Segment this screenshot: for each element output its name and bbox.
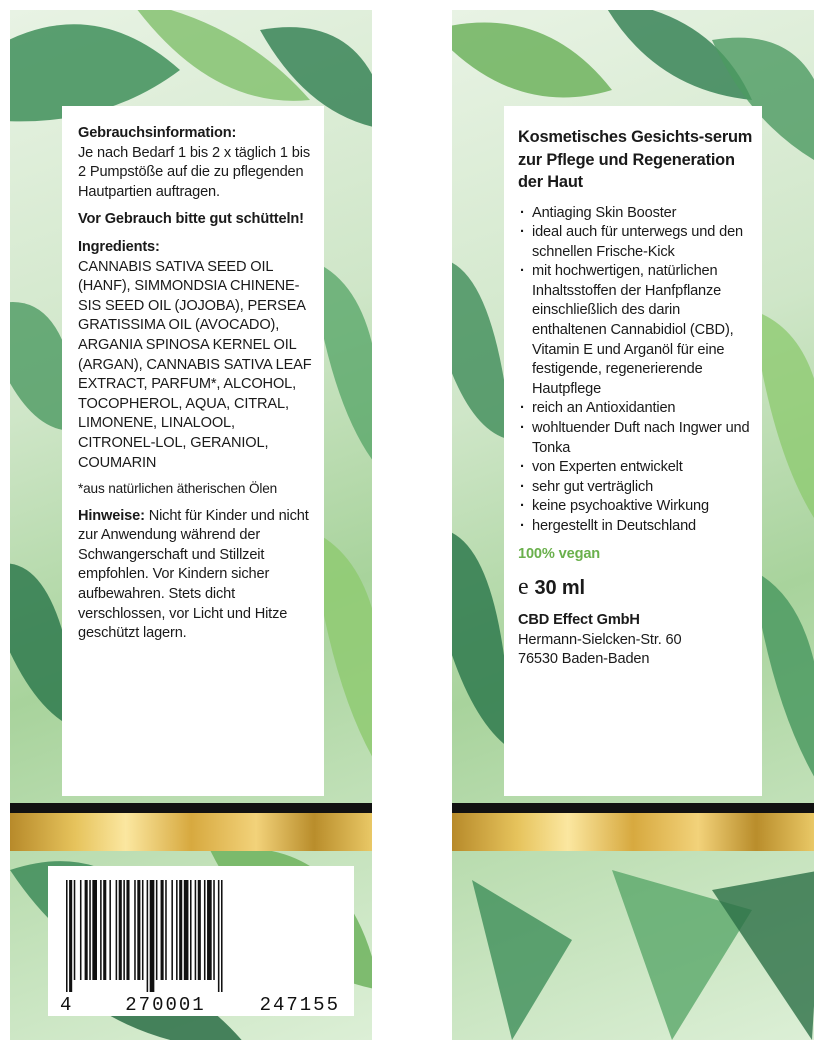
barcode-bar xyxy=(176,880,178,980)
barcode-bar xyxy=(213,880,215,980)
label-front-panel xyxy=(452,10,814,1040)
barcode-bar xyxy=(116,880,118,980)
barcode-bar xyxy=(207,880,212,980)
dark-divider xyxy=(452,803,814,813)
notes-text: Nicht für Kinder und nicht zur Anwendung während der Schwangerschaft und Stillzeit empfohlen. Vor Kindern sicher aufbewahren. Stets dicht verschlossen, vor Licht und Hitze geschützt lagern. xyxy=(78,507,309,642)
barcode-bar xyxy=(171,880,173,980)
company-city: 76530 Baden-Baden xyxy=(518,651,650,668)
barcode-bar xyxy=(80,880,82,980)
feature-item: · sehr gut verträglich xyxy=(518,478,754,498)
barcode-bar xyxy=(103,880,106,980)
product-title: Kosmetisches Gesichts-serum zur Pflege und Regeneration der Haut xyxy=(518,128,753,191)
barcode-bars xyxy=(60,880,340,992)
company-name: CBD Effect GmbH xyxy=(518,612,640,629)
barcode-bar xyxy=(92,880,97,980)
notes-heading: Hinweise: xyxy=(78,507,145,524)
barcode-lead-digit: 4 xyxy=(60,994,72,1016)
barcode-bar xyxy=(119,880,122,980)
barcode-digits xyxy=(60,994,340,1016)
gold-band xyxy=(452,813,814,851)
feature-item: · Antiaging Skin Booster xyxy=(518,204,754,224)
barcode-bar xyxy=(190,880,192,980)
barcode-bar xyxy=(109,880,111,980)
barcode-bar xyxy=(85,880,88,980)
barcode-bar xyxy=(74,880,76,980)
feature-item: · ideal auch für unterwegs und den schnellen Frische-Kick xyxy=(518,223,754,262)
barcode-bar xyxy=(123,880,125,980)
product-info-card xyxy=(504,106,762,796)
shake-note: Vor Gebrauch bitte gut schütteln! xyxy=(78,211,304,228)
feature-item: · reich an Antioxidantien xyxy=(518,399,754,419)
barcode-bar xyxy=(198,880,201,980)
ingredients-footnote: *aus natürlichen ätherischen Ölen xyxy=(78,481,278,497)
feature-item: · wohltuender Duft nach Ingwer und Tonka xyxy=(518,419,754,458)
label-back-panel xyxy=(10,10,372,1040)
gold-band xyxy=(10,813,372,851)
usage-heading: Gebrauchsinformation: xyxy=(78,125,237,141)
barcode-bar xyxy=(69,880,72,992)
barcode-bar xyxy=(165,880,167,980)
barcode-bar xyxy=(156,880,158,980)
barcode-bar xyxy=(161,880,164,980)
feature-item: · von Experten entwickelt xyxy=(518,458,754,478)
company-street: Hermann-Sielcken-Str. 60 xyxy=(518,631,682,648)
vegan-badge: 100% vegan xyxy=(518,545,601,562)
ingredients-heading: Ingredients: xyxy=(78,238,160,255)
feature-item: · mit hochwertigen, natürlichen Inhaltsstoffen der Hanfpflanze einschließlich des darin enthaltenen Cannabidiol (CBD), Vitamin E und Arganöl für eine festigende, regenerierende Hautpflege xyxy=(518,262,754,399)
feature-item: · hergestellt in Deutschland xyxy=(518,517,754,537)
barcode-bar xyxy=(134,880,136,980)
barcode-group-2: 247155 xyxy=(259,994,340,1016)
barcode-bar xyxy=(137,880,140,980)
estimated-sign-icon: e xyxy=(518,574,529,601)
barcode-bar xyxy=(89,880,91,980)
feature-list xyxy=(518,204,754,537)
barcode-bar xyxy=(66,880,68,992)
barcode-group-1: 270001 xyxy=(125,994,206,1016)
barcode-bar xyxy=(126,880,129,980)
barcode-bar xyxy=(142,880,144,980)
barcode-bar xyxy=(147,880,149,992)
barcode-bar xyxy=(100,880,102,980)
dark-divider xyxy=(10,803,372,813)
volume-value: 30 ml xyxy=(534,577,585,600)
usage-info-card xyxy=(62,106,324,796)
barcode-bar xyxy=(184,880,189,980)
barcode-bar xyxy=(179,880,182,980)
feature-item: · keine psychoaktive Wirkung xyxy=(518,497,754,517)
usage-text: Je nach Bedarf 1 bis 2 x täglich 1 bis 2 Pumpstöße auf die zu pflegenden Hautpartien auftragen. xyxy=(78,144,310,200)
ingredients-text: CANNABIS SATIVA SEED OIL (HANF), SIMMONDSIA CHINENE-SIS SEED OIL (JOJOBA), PERSEA GRATISSIMA OIL (AVOCADO), ARGANIA SPINOSA KERNEL OIL (ARGAN), CANNABIS SATIVA LEAF EXTRACT, PARFUM*, ALCOHOL, TOCOPHEROL, AQUA, CITRAL, LIMONENE, LINALOOL, CITRONEL-LOL, GERANIOL, COUMARIN xyxy=(78,258,312,471)
barcode-bar xyxy=(221,880,223,992)
barcode-bar xyxy=(204,880,206,980)
barcode-bar xyxy=(195,880,197,980)
barcode-bar xyxy=(150,880,155,992)
barcode-bar xyxy=(218,880,220,992)
notes-block xyxy=(78,507,312,644)
volume-line xyxy=(518,574,754,601)
barcode-box xyxy=(48,866,354,1016)
